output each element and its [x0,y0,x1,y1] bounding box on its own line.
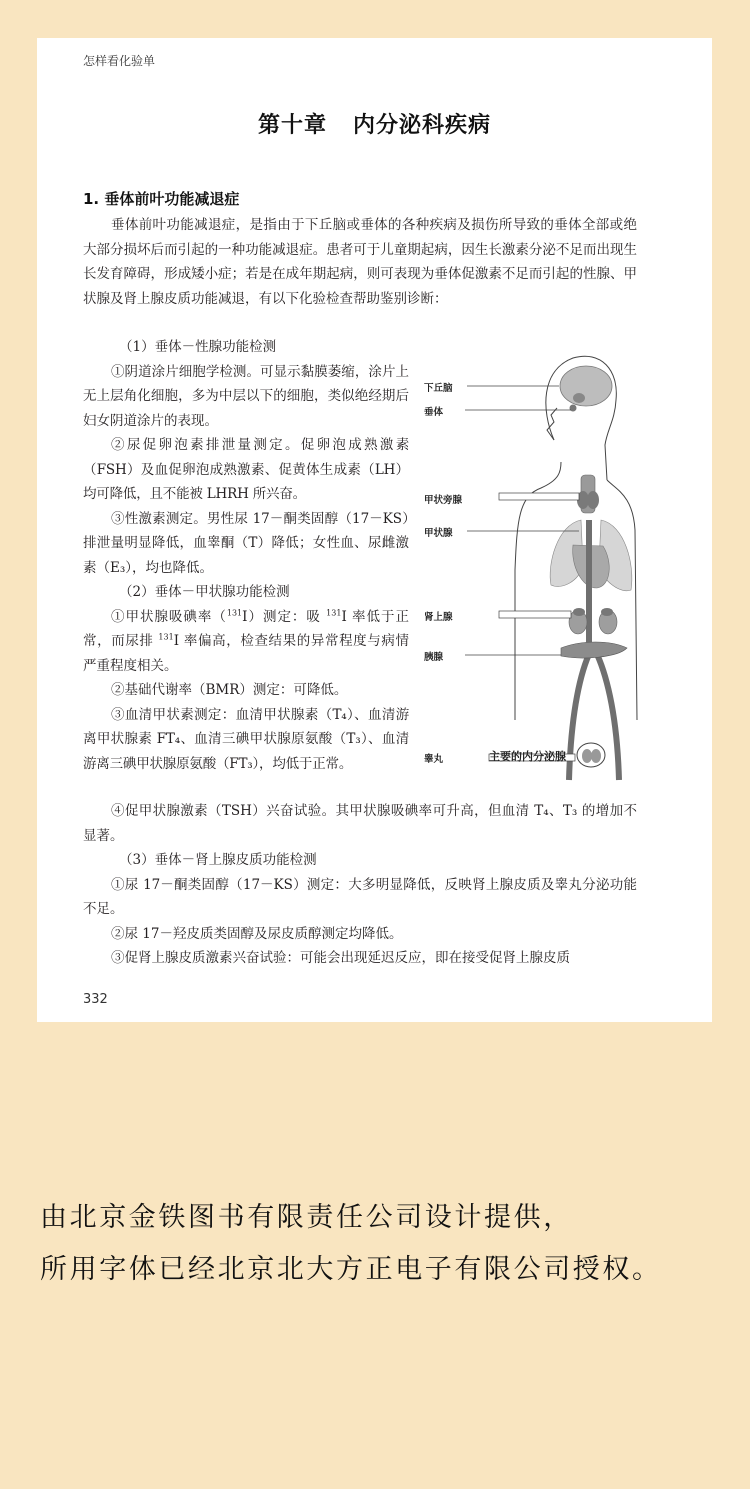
endocrine-figure [421,350,641,790]
intro-paragraph: 垂体前叶功能减退症，是指由于下丘脑或垂体的各种疾病及损伤所导致的垂体全部或绝大部分损坏后而引起的一种功能减退症。患者可于儿童期起病，因生长激素分泌不足而出现生长发育障碍，形成矮小症；若是在成年期起病，则可表现为垂体促激素不足而引起的性腺、甲状腺及肾上腺皮质功能减退，有以下化验检查帮助鉴别诊断： [83,217,637,307]
label-pituitary: 垂体 [424,407,444,418]
label-thyroid: 甲状腺 [424,528,453,539]
gonad-item-3: ③性激素测定。男性尿 17－酮类固醇（17－KS）排泄量明显降低，血睾酮（T）降低；女性血、尿雌激素（E₃），均也降低。 [83,510,409,576]
label-parathyroid: 甲状旁腺 [424,495,463,506]
label-testis: 睾丸 [424,754,444,765]
chapter-name: 内分泌科疾病 [353,112,492,138]
lower-text-block [83,799,637,971]
adrenal-item-3: ③促肾上腺皮质激素兴奋试验：可能会出现延迟反应，即在接受促肾上腺皮质 [111,950,570,966]
human-body-illustration [421,350,641,790]
thyroid-item-3: ③血清甲状素测定：血清甲状腺素（T₄）、血清游离甲状腺素 FT₄、血清三碘甲状腺原氨酸（T₃）、血清游离三碘甲状腺原氨酸（FT₃），均低于正常。 [83,706,409,772]
gonad-heading: （1）垂体－性腺功能检测 [119,339,277,355]
left-text-column [83,335,409,776]
adrenal-item-1: ①尿 17－酮类固醇（17－KS）测定：大多明显降低，反映肾上腺皮质及睾丸分泌功能不足。 [83,876,637,917]
label-adrenal: 肾上腺 [424,612,453,623]
gonad-item-1: ①阴道涂片细胞学检测。可显示黏膜萎缩，涂片上无上层角化细胞，多为中层以下的细胞，类似绝经期后妇女阴道涂片的表现。 [83,363,409,429]
thyroid-item-1: ①甲状腺吸碘率（$^{131}$I）测定：吸 $^{131}$I 率低于正常，而尿排 $^{131}$I 率偏高，检查结果的异常程度与病情严重程度相关。 [83,608,410,674]
gonad-item-2: ②尿促卵泡素排泄量测定。促卵泡成熟激素（FSH）及血促卵泡成熟激素、促黄体生成素（LH）均可降低，且不能被 LHRH 所兴奋。 [83,437,409,502]
label-hypothalamus: 下丘脑 [424,383,453,394]
page-number: 332 [83,992,108,1007]
adrenal-heading: （3）垂体－肾上腺皮质功能检测 [119,852,317,868]
running-head: 怎样看化验单 [83,54,156,68]
thyroid-item-2: ②基础代谢率（BMR）测定：可降低。 [111,682,348,698]
thyroid-heading: （2）垂体－甲状腺功能检测 [119,584,290,600]
adrenal-item-2: ②尿 17－羟皮质类固醇及尿皮质醇测定均降低。 [111,925,403,942]
chapter-number: 第十章 [257,112,327,138]
label-pancreas: 胰腺 [424,652,444,663]
figure-caption: 主要的内分泌腺 [489,750,566,763]
credit-line-2: 所用字体已经北京北大方正电子有限公司授权。 [40,1254,662,1285]
credit-line-1: 由北京金铁图书有限责任公司设计提供， [40,1202,573,1233]
chapter-title [37,108,712,139]
thyroid-item-4: ④促甲状腺激素（TSH）兴奋试验。其甲状腺吸碘率可升高，但血清 T₄、T₃ 的增加不显著。 [83,803,637,844]
book-page [37,38,712,1022]
section-title: 1. 垂体前叶功能减退症 [83,190,240,208]
